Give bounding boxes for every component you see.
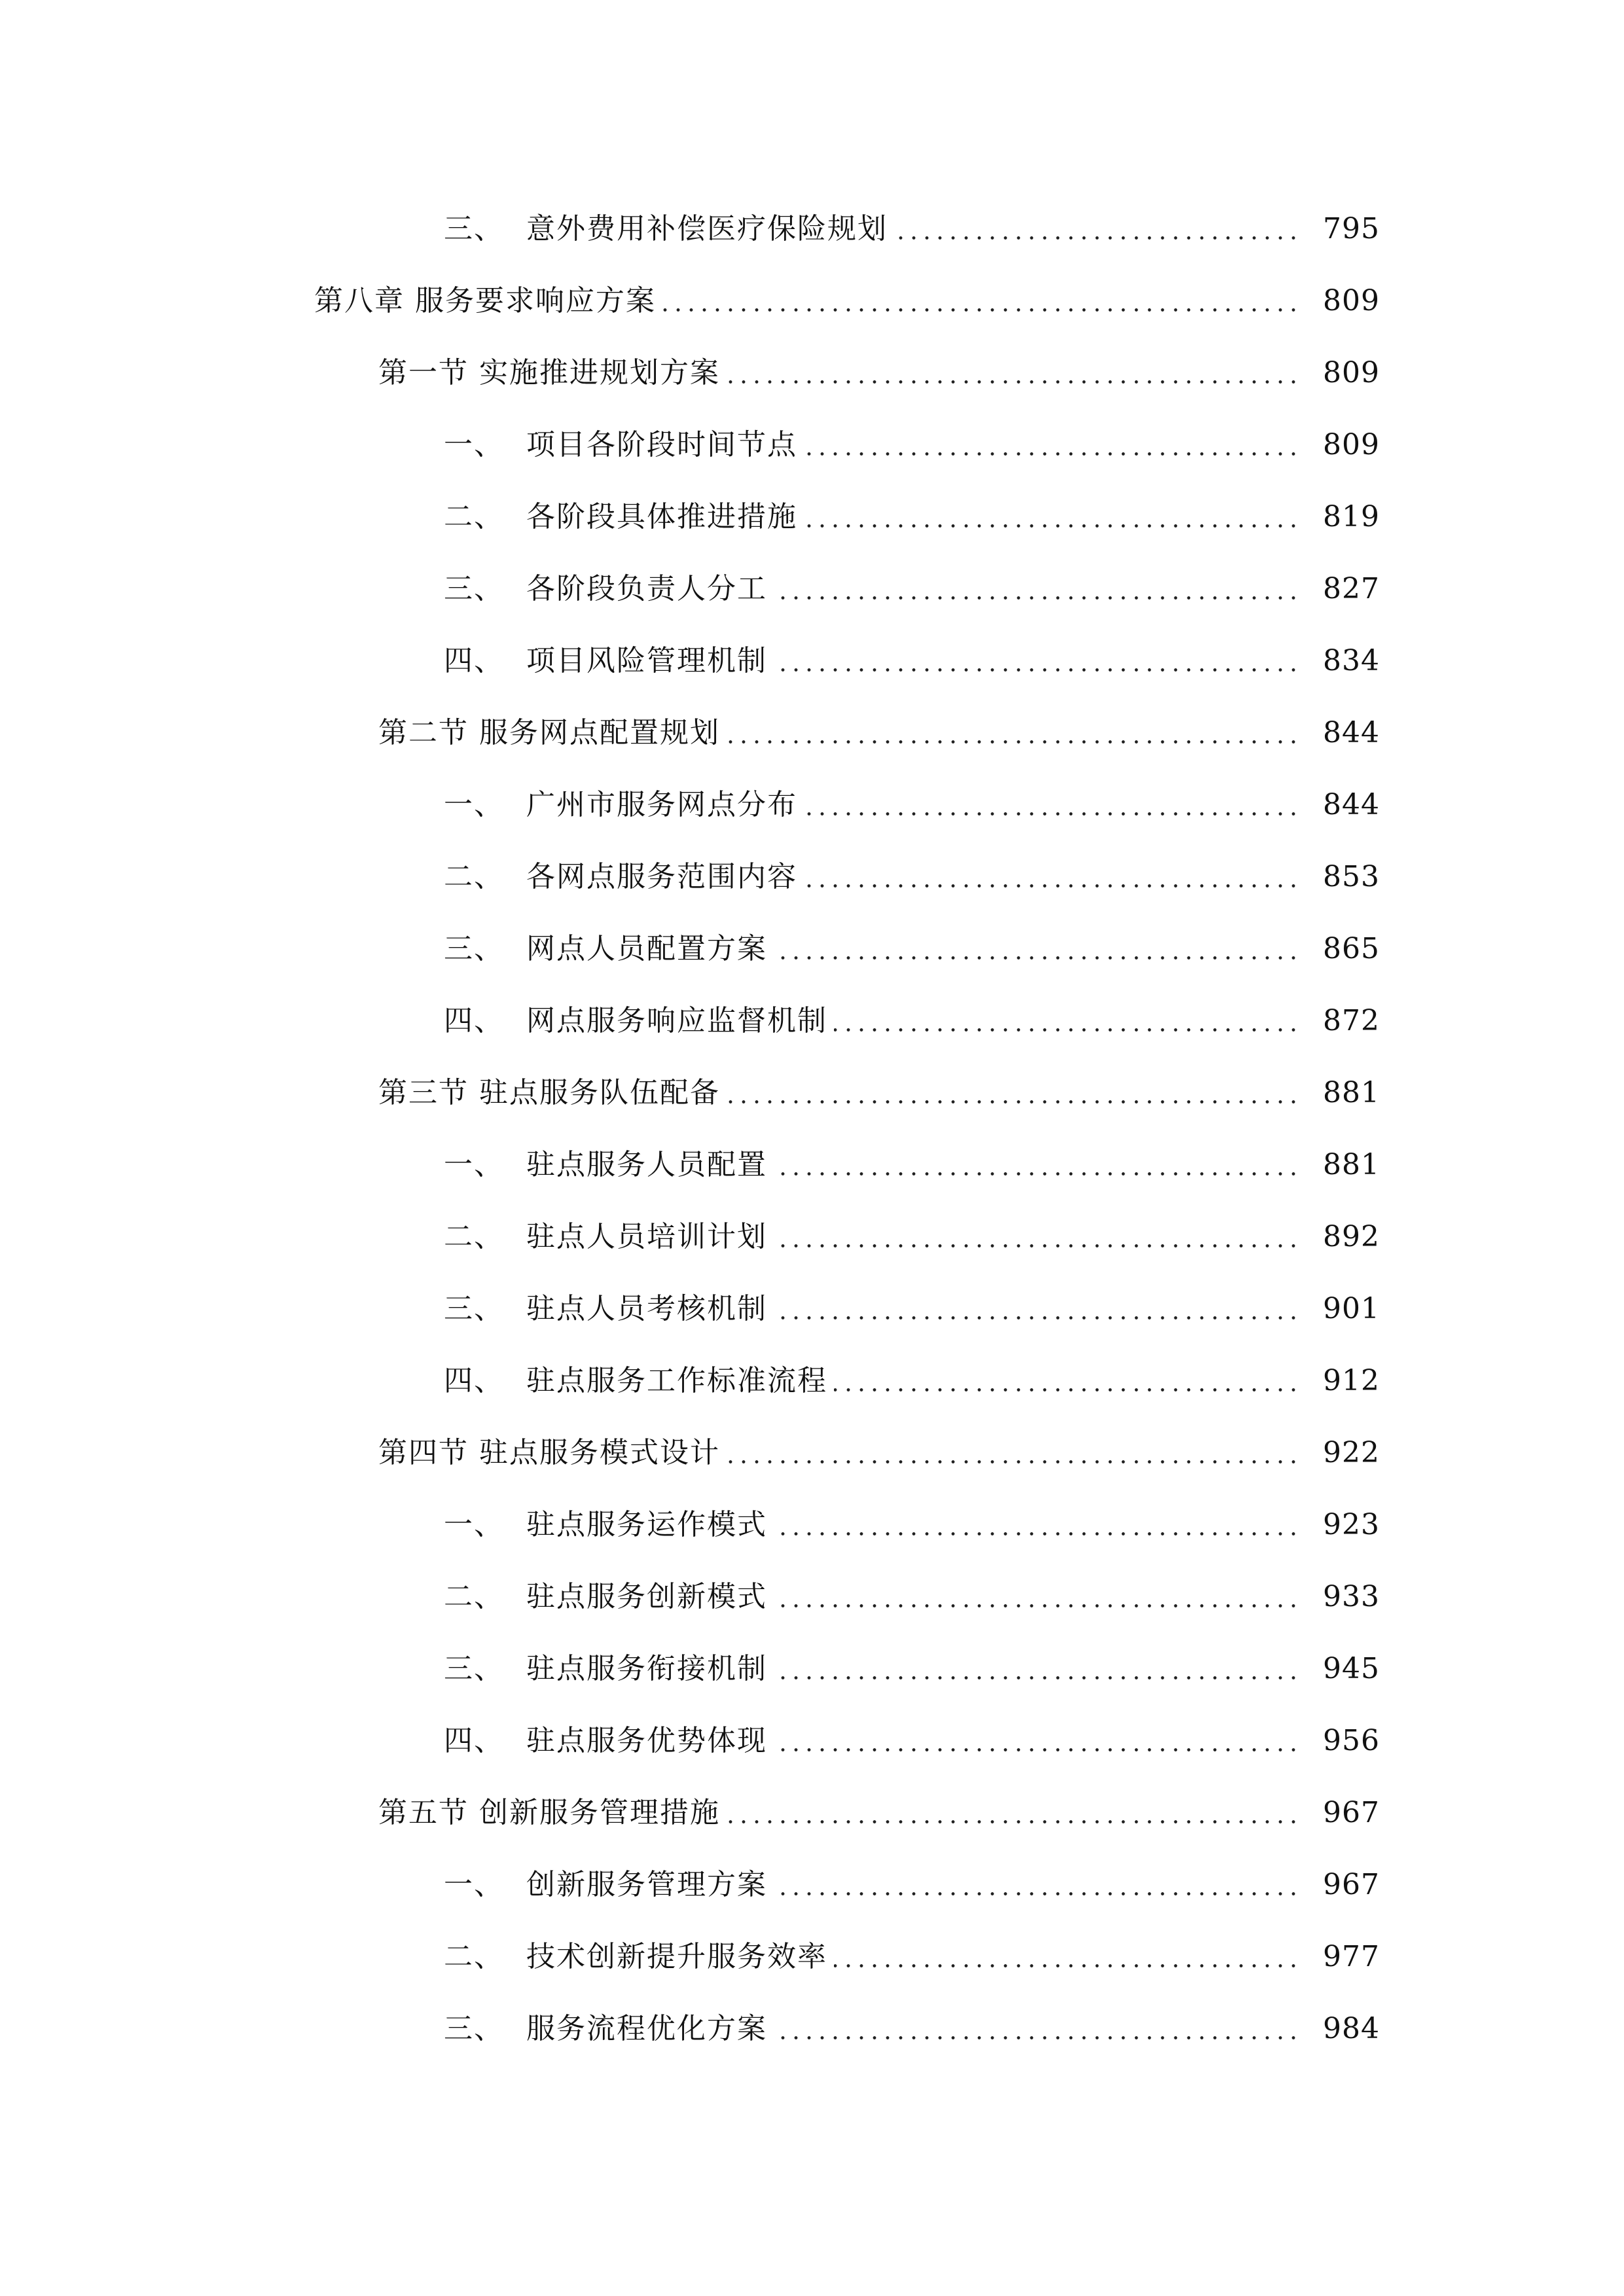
dot-leader <box>727 1799 1300 1827</box>
toc-entry-title: 驻点人员考核机制 <box>526 1292 767 1325</box>
dot-leader <box>662 287 1300 315</box>
toc-entry-number: 三、 <box>444 572 504 605</box>
dot-leader <box>774 1655 1300 1683</box>
toc-entry-title: 第一节 实施推进规划方案 <box>378 356 720 389</box>
toc-entry-title: 项目各阶段时间节点 <box>526 428 797 461</box>
toc-entry[interactable] <box>0 1057 1624 1129</box>
toc-entry-text <box>444 2009 767 2049</box>
toc-entry-text <box>444 929 767 969</box>
toc-page-number: 922 <box>1323 1436 1380 1469</box>
toc-entry-title: 广州市服务网点分布 <box>526 788 797 821</box>
toc-page-number: 945 <box>1323 1652 1380 1685</box>
dot-leader <box>894 215 1300 243</box>
toc-entry-text <box>444 1145 767 1185</box>
dot-leader <box>774 1511 1300 1539</box>
toc-entry-title: 驻点服务人员配置 <box>526 1148 767 1181</box>
dot-leader <box>727 719 1300 747</box>
table-of-contents <box>0 193 1624 2065</box>
toc-page-number: 809 <box>1323 428 1380 461</box>
toc-entry[interactable] <box>0 481 1624 553</box>
toc-entry-title: 第二节 服务网点配置规划 <box>378 716 720 749</box>
toc-entry-text <box>444 1937 827 1977</box>
toc-entry-text <box>444 1577 767 1617</box>
toc-entry-title: 第三节 驻点服务队伍配备 <box>378 1076 720 1109</box>
toc-entry[interactable] <box>0 1417 1624 1489</box>
toc-entry[interactable] <box>0 1129 1624 1201</box>
toc-entry-title: 驻点服务运作模式 <box>526 1508 767 1541</box>
toc-entry-number: 二、 <box>444 500 504 533</box>
toc-entry-text <box>444 857 797 897</box>
toc-entry-title: 创新服务管理方案 <box>526 1868 767 1901</box>
toc-entry-title: 驻点服务工作标准流程 <box>526 1364 827 1397</box>
toc-entry-text <box>378 713 720 753</box>
toc-page-number: 809 <box>1323 356 1380 389</box>
toc-entry[interactable] <box>0 1201 1624 1273</box>
dot-leader <box>727 1439 1300 1467</box>
dot-leader <box>804 431 1300 459</box>
toc-page-number: 881 <box>1323 1148 1380 1181</box>
dot-leader <box>804 791 1300 819</box>
toc-entry-number: 四、 <box>444 1364 504 1397</box>
toc-entry-title: 第五节 创新服务管理措施 <box>378 1796 720 1829</box>
toc-entry[interactable] <box>0 1273 1624 1345</box>
toc-entry-text <box>378 1073 720 1113</box>
toc-entry-title: 服务流程优化方案 <box>526 2012 767 2045</box>
dot-leader <box>774 2015 1300 2043</box>
toc-entry-title: 第八章 服务要求响应方案 <box>314 284 656 317</box>
toc-page-number: 892 <box>1323 1220 1380 1253</box>
dot-leader <box>774 575 1300 603</box>
dot-leader <box>834 1007 1300 1035</box>
toc-entry[interactable] <box>0 1705 1624 1777</box>
dot-leader <box>727 1079 1300 1107</box>
dot-leader <box>774 1295 1300 1323</box>
toc-entry[interactable] <box>0 913 1624 985</box>
dot-leader <box>834 1943 1300 1971</box>
toc-page-number: 819 <box>1323 500 1380 533</box>
toc-page-number: 853 <box>1323 860 1380 893</box>
toc-page-number: 881 <box>1323 1076 1380 1109</box>
toc-entry-number: 三、 <box>444 212 504 245</box>
toc-entry[interactable] <box>0 1633 1624 1705</box>
toc-entry-text <box>444 1865 767 1905</box>
toc-entry[interactable] <box>0 985 1624 1057</box>
dot-leader <box>804 863 1300 891</box>
toc-entry[interactable] <box>0 1345 1624 1417</box>
toc-entry-title: 项目风险管理机制 <box>526 644 767 677</box>
toc-entry-number: 一、 <box>444 1148 504 1181</box>
toc-page-number: 984 <box>1323 2012 1380 2045</box>
toc-page-number: 844 <box>1323 788 1380 821</box>
toc-entry[interactable] <box>0 1777 1624 1849</box>
toc-page-number: 827 <box>1323 572 1380 605</box>
toc-entry-number: 四、 <box>444 644 504 677</box>
toc-entry-number: 三、 <box>444 1652 504 1685</box>
toc-entry-text <box>444 425 797 465</box>
toc-entry-title: 驻点人员培训计划 <box>526 1220 767 1253</box>
toc-page-number: 809 <box>1323 284 1380 317</box>
dot-leader <box>834 1367 1300 1395</box>
toc-entry[interactable] <box>0 409 1624 481</box>
toc-page-number: 923 <box>1323 1508 1380 1541</box>
toc-entry[interactable] <box>0 1561 1624 1633</box>
toc-entry-text <box>314 281 656 321</box>
toc-page-number: 844 <box>1323 716 1380 749</box>
toc-entry[interactable] <box>0 337 1624 409</box>
toc-entry[interactable] <box>0 265 1624 337</box>
toc-entry[interactable] <box>0 1849 1624 1921</box>
toc-entry-text <box>378 353 720 393</box>
toc-page-number: 977 <box>1323 1940 1380 1973</box>
toc-entry-title: 技术创新提升服务效率 <box>526 1940 827 1973</box>
dot-leader <box>774 1151 1300 1179</box>
dot-leader <box>774 1871 1300 1899</box>
toc-entry[interactable] <box>0 1993 1624 2065</box>
toc-entry-number: 一、 <box>444 1868 504 1901</box>
toc-entry-number: 二、 <box>444 1940 504 1973</box>
toc-entry-number: 二、 <box>444 1220 504 1253</box>
toc-page-number: 956 <box>1323 1724 1380 1757</box>
toc-entry-title: 各网点服务范围内容 <box>526 860 797 893</box>
toc-entry-text <box>378 1793 720 1833</box>
toc-page-number: 967 <box>1323 1796 1380 1829</box>
toc-entry-text <box>444 1001 827 1041</box>
toc-entry-text <box>444 1217 767 1257</box>
dot-leader <box>774 1223 1300 1251</box>
toc-entry-title: 第四节 驻点服务模式设计 <box>378 1436 720 1469</box>
toc-entry-text <box>444 1721 767 1761</box>
toc-entry-text <box>444 641 767 681</box>
toc-entry-number: 二、 <box>444 860 504 893</box>
dot-leader <box>774 647 1300 675</box>
toc-page-number: 865 <box>1323 932 1380 965</box>
toc-entry-number: 一、 <box>444 428 504 461</box>
toc-page-number: 901 <box>1323 1292 1380 1325</box>
toc-entry-number: 三、 <box>444 1292 504 1325</box>
toc-entry-number: 三、 <box>444 2012 504 2045</box>
toc-entry-title: 各阶段负责人分工 <box>526 572 767 605</box>
toc-entry-title: 驻点服务优势体现 <box>526 1724 767 1757</box>
toc-entry-title: 网点人员配置方案 <box>526 932 767 965</box>
toc-entry-text <box>444 1649 767 1689</box>
toc-entry-number: 一、 <box>444 788 504 821</box>
toc-entry-number: 四、 <box>444 1004 504 1037</box>
toc-entry-title: 意外费用补偿医疗保险规划 <box>526 212 888 245</box>
dot-leader <box>727 359 1300 387</box>
toc-page-number: 967 <box>1323 1868 1380 1901</box>
toc-entry-text <box>444 497 797 537</box>
dot-leader <box>774 1727 1300 1755</box>
toc-entry-number: 四、 <box>444 1724 504 1757</box>
toc-page-number: 912 <box>1323 1364 1380 1397</box>
toc-page-number: 795 <box>1323 212 1380 245</box>
toc-entry[interactable] <box>0 193 1624 265</box>
dot-leader <box>774 1583 1300 1611</box>
toc-entry-number: 三、 <box>444 932 504 965</box>
toc-entry-title: 各阶段具体推进措施 <box>526 500 797 533</box>
toc-entry-title: 驻点服务创新模式 <box>526 1580 767 1613</box>
toc-entry[interactable] <box>0 697 1624 769</box>
toc-entry-text <box>444 1361 827 1401</box>
toc-entry[interactable] <box>0 769 1624 841</box>
toc-entry-text <box>444 1289 767 1329</box>
toc-entry[interactable] <box>0 1489 1624 1561</box>
toc-entry-text <box>444 1505 767 1545</box>
toc-entry[interactable] <box>0 625 1624 697</box>
toc-entry-text <box>378 1433 720 1473</box>
dot-leader <box>804 503 1300 531</box>
toc-entry-number: 一、 <box>444 1508 504 1541</box>
toc-page-number: 933 <box>1323 1580 1380 1613</box>
toc-entry-text <box>444 569 767 609</box>
toc-page-number: 834 <box>1323 644 1380 677</box>
toc-page-number: 872 <box>1323 1004 1380 1037</box>
toc-entry[interactable] <box>0 553 1624 625</box>
toc-entry[interactable] <box>0 841 1624 913</box>
toc-entry-number: 二、 <box>444 1580 504 1613</box>
toc-entry[interactable] <box>0 1921 1624 1993</box>
toc-entry-title: 网点服务响应监督机制 <box>526 1004 827 1037</box>
toc-entry-text <box>444 785 797 825</box>
toc-entry-title: 驻点服务衔接机制 <box>526 1652 767 1685</box>
dot-leader <box>774 935 1300 963</box>
toc-entry-text <box>444 209 888 249</box>
